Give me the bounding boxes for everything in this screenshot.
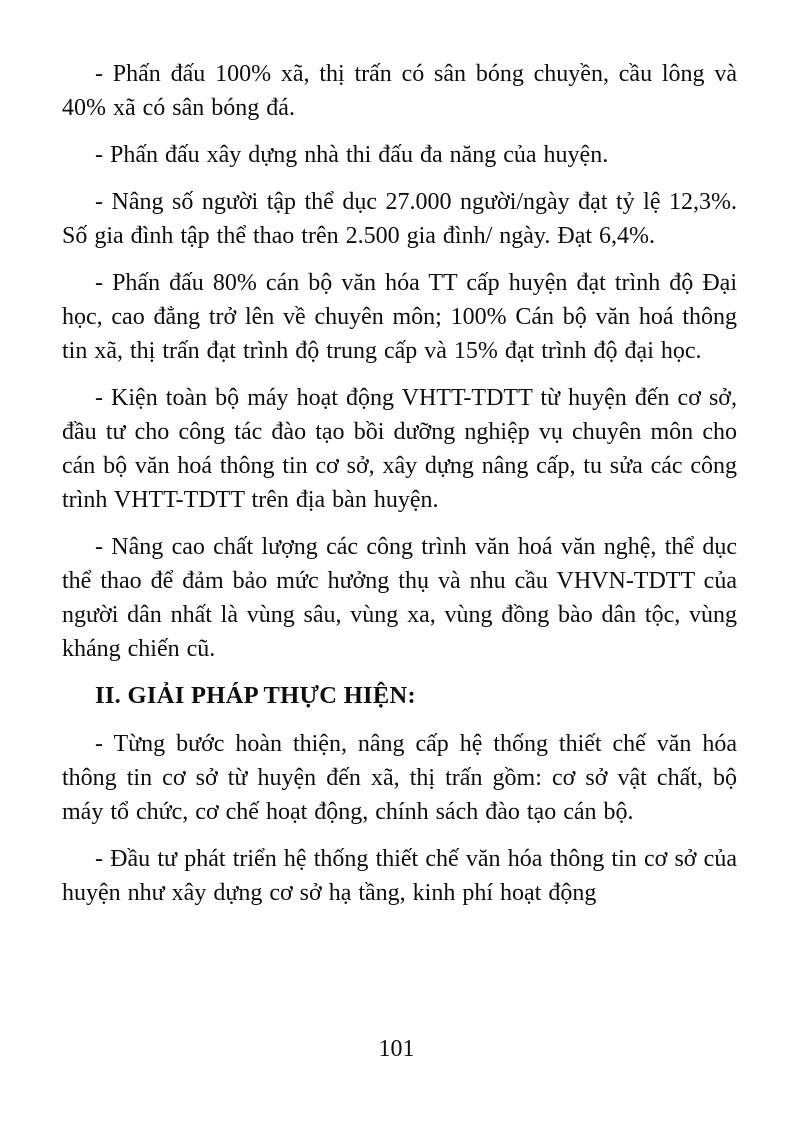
paragraph-vhtt-tdtt-apparatus: - Kiện toàn bộ máy hoạt động VHTT-TDTT từ huyện đến cơ sở, đầu tư cho công tác đào tạo bồi dưỡng nghiệp vụ chuyên môn cho cán bộ văn hoá thông tin cơ sở, xây dựng nâng cấp, tu sửa các công trình VHTT-TDTT trên địa bàn huyện. bbox=[62, 385, 737, 513]
paragraph-staff-qualification-targets: - Phấn đấu 80% cán bộ văn hóa TT cấp huyện đạt trình độ Đại học, cao đẳng trở lên về chuyên môn; 100% Cán bộ văn hoá thông tin xã, thị trấn đạt trình độ trung cấp và 15% đạt trình độ đại học. bbox=[62, 270, 737, 364]
paragraph-institution-completion: - Từng bước hoàn thiện, nâng cấp hệ thống thiết chế văn hóa thông tin cơ sở từ huyện đến xã, thị trấn gồm: cơ sở vật chất, bộ máy tổ chức, cơ chế hoạt động, chính sách đào tạo cán bộ. bbox=[62, 731, 737, 825]
paragraph-multipurpose-arena: - Phấn đấu xây dựng nhà thi đấu đa năng của huyện. bbox=[95, 142, 609, 168]
paragraph-quality-improvement: - Nâng cao chất lượng các công trình văn hoá văn nghệ, thể dục thể thao để đảm bảo mức hưởng thụ và nhu cầu VHVN-TDTT của người dân nhất là vùng sâu, vùng xa, vùng đồng bào dân tộc, vùng kháng chiến cũ. bbox=[62, 534, 737, 662]
page-number: 101 bbox=[378, 1036, 415, 1062]
paragraph-infrastructure-investment: - Đầu tư phát triển hệ thống thiết chế văn hóa thông tin cơ sở của huyện như xây dựng cơ sở hạ tầng, kinh phí hoạt động bbox=[62, 846, 737, 906]
paragraph-targets-sports-fields: - Phấn đấu 100% xã, thị trấn có sân bóng chuyền, cầu lông và 40% xã có sân bóng đá. bbox=[62, 61, 737, 121]
paragraph-exercise-statistics: - Nâng số người tập thể dục 27.000 người/ngày đạt tỷ lệ 12,3%. Số gia đình tập thể thao trên 2.500 gia đình/ ngày. Đạt 6,4%. bbox=[62, 189, 737, 249]
section-heading-solutions: II. GIẢI PHÁP THỰC HIỆN: bbox=[95, 682, 416, 709]
